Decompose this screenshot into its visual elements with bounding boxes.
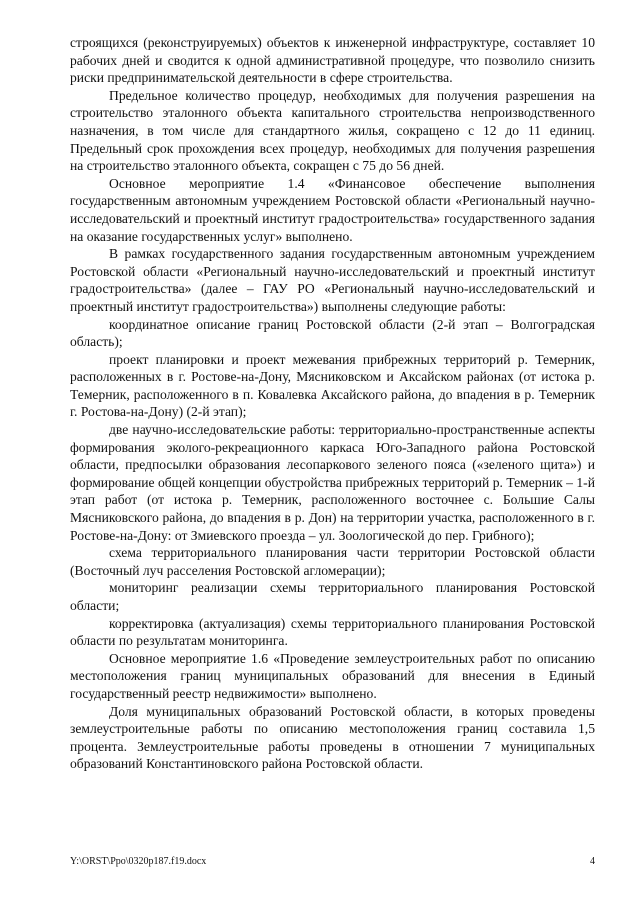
paragraph-measure-1-6: Основное мероприятие 1.6 «Проведение землеустроительных работ по описанию местоположения границ муниципальных образований для внесения в Единый государственный реестр недвижимости» выполнено. (70, 650, 595, 701)
paragraph-4: В рамках государственного задания государственным автономным учреждением Ростовской области «Региональный научно-исследовательский и проектный институт градостроительства» (далее – ГАУ РО «Региональный научно-исследовательский и проектный институт градостроительства») выполнены следующие работы: (70, 246, 595, 314)
list-item-coordinate-description: координатное описание границ Ростовской области (2-й этап – Волгоградская область); (70, 316, 595, 350)
document-body (70, 34, 595, 773)
list-item-monitoring: мониторинг реализации схемы территориального планирования Ростовской области; (70, 580, 595, 613)
paragraph-2: Предельное количество процедур, необходимых для получения разрешения на строительство эталонного объекта капитального строительства непроизводственного назначения, в том числе для стандартного жилья, сокращено с 12 до 11 единиц. Предельный срок прохождения всех процедур, необходимых для получения разрешения на строительство эталонного объекта, сокращен с 75 до 56 дней. (70, 87, 595, 174)
list-item-planning-scheme: схема территориального планирования части территории Ростовской области (Восточный луч расселения Ростовской агломерации); (70, 545, 595, 578)
page-number: 4 (590, 856, 595, 867)
paragraph-share-municipalities: Доля муниципальных образований Ростовской области, в которых проведены землеустроительные работы по описанию местоположения границ составила 1,5 процента. Землеустроительные работы проведены в отношении 7 муниципальных образований Константиновского района Ростовской области. (70, 703, 595, 772)
paragraph-1: строящихся (реконструируемых) объектов к инженерной инфраструктуре, составляет 10 рабочих дней и сводится к одной административной процедуре, что позволило снизить риски предпринимательской деятельности в сфере строительства. (70, 35, 595, 86)
list-item-planning-project: проект планировки и проект межевания прибрежных территорий р. Темерник, расположенных в г. Ростове-на-Дону, Мясниковском и Аксайском районах (от истока р. Темерник, расположенного в п. Ковалевка Аксайского района, до впадения в р. Темерник г. Ростова-на-Дону) (2-й этап); (70, 351, 595, 420)
list-item-research-works: две научно-исследовательские работы: территориально-пространственные аспекты формирования эколого-рекреационного каркаса Юго-Западного района Ростовской области, предпосылки образования лесопаркового зеленого пояса («зеленого щита») и формирование общей концепции обустройства прибрежных территорий р. Темерник – 1-й этап работ (от истока р. Темерник, расположенного восточнее с. Большие Салы Мясниковского района, до впадения в р. Дон) на территории участка, расположенного в г. Ростове-на-Дону: от Змиевского проезда – ул. Зоологической до пер. Грибного); (70, 422, 595, 543)
paragraph-3: Основное мероприятие 1.4 «Финансовое обеспечение выполнения государственным автономным учреждением Ростовской области «Региональный научно-исследовательский и проектный институт градостроительства» государственного задания на оказание государственных услуг» выполнено. (70, 175, 595, 244)
footer-file-path: Y:\ORST\Ppo\0320p187.f19.docx (70, 856, 207, 867)
page-footer (70, 856, 595, 868)
list-item-correction: корректировка (актуализация) схемы территориального планирования Ростовской области по результатам мониторинга. (70, 615, 595, 649)
